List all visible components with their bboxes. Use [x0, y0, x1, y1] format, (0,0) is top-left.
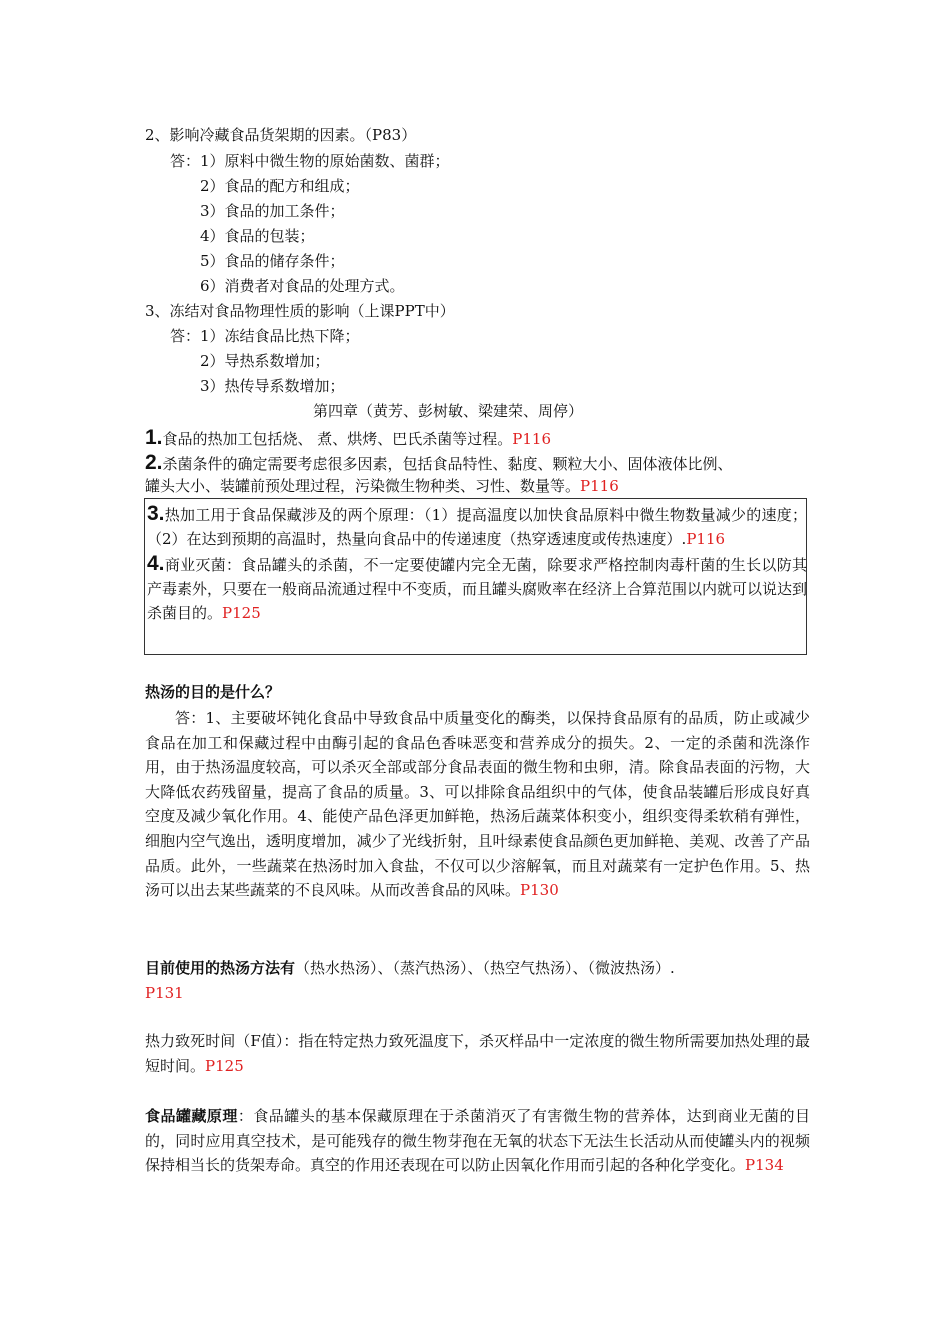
sec2-item: 6）消费者对食品的处理方式。 — [200, 277, 405, 295]
methods-title: 目前使用的热汤方法有 — [145, 959, 296, 977]
sec2-item: 4）食品的包装； — [200, 227, 315, 245]
chapter4-q2-line1 — [145, 451, 733, 476]
q4-number: 4. — [147, 551, 165, 575]
blanching-answer — [145, 706, 810, 903]
q2-text-1: 杀菌条件的确定需要考虑很多因素，包括食品特性、黏度、颗粒大小、固体液体比例、 — [162, 455, 733, 473]
highlight-box-content — [147, 502, 807, 625]
sec3-answer-line-1 — [170, 324, 360, 348]
sec3-title: 3、冻结对食品物理性质的影响（上课PPT中） — [145, 302, 455, 320]
canning-body: ：食品罐头的基本保藏原理在于杀菌消灭了有害微生物的营养体，达到商业无菌的目的，同时应用真空技术，是可能残存的微生物芽孢在无氧的状态下无法生长活动从而使罐头内的视频保持相当长的货架寿命。真空的作用还表现在可以防止因氧化作用而引起的各种化学变化。 — [145, 1107, 810, 1175]
sec2-item: 2）食品的配方和组成； — [200, 177, 360, 195]
sec3-item: 2）导热系数增加； — [200, 352, 330, 370]
methods-paragraph — [145, 956, 810, 1005]
chapter4-q2-line2 — [145, 474, 619, 498]
chapter-heading: 第四章（黄芳、彭树敏、梁建荣、周停） — [313, 402, 584, 420]
chapter4-q3 — [147, 502, 807, 552]
sec2-answer-line-1 — [170, 149, 450, 173]
chapter4-q4 — [147, 552, 807, 626]
sec3-item: 1）冻结食品比热下降； — [200, 327, 360, 345]
blanching-page-ref: P130 — [520, 881, 559, 900]
q3-text: 热加工用于食品保藏涉及的两个原理：（1）提高温度以加快食品原料中微生物数量减少的速度；（2）在达到预期的高温时，热量向食品中的传递速度（热穿透速度或传热速度）. — [147, 506, 807, 549]
canning-paragraph — [145, 1104, 810, 1178]
sec2-item: 1）原料中微生物的原始菌数、菌群； — [200, 152, 450, 170]
canning-page-ref: P134 — [745, 1156, 784, 1175]
q4-page-ref: P125 — [222, 604, 261, 623]
sec2-answer-lead: 答： — [170, 152, 201, 170]
q2-text-2: 罐头大小、装罐前预处理过程，污染微生物种类、习性、数量等。 — [145, 477, 581, 495]
q1-number: 1. — [145, 426, 163, 449]
fvalue-page-ref: P125 — [205, 1056, 244, 1075]
sec2-item: 3）食品的加工条件； — [200, 202, 345, 220]
sec2-item: 5）食品的储存条件； — [200, 252, 345, 270]
q3-page-ref: P116 — [686, 530, 726, 549]
sec2-title: 2、影响冷藏食品货架期的因素。（P83） — [145, 126, 417, 144]
sec3-item: 3）热传导系数增加； — [200, 377, 345, 395]
canning-title: 食品罐藏原理 — [145, 1107, 238, 1125]
q3-number: 3. — [147, 502, 165, 525]
chapter4-q1 — [145, 426, 551, 451]
methods-page-ref: P131 — [145, 983, 184, 1002]
blanching-title: 热汤的目的是什么？ — [145, 683, 281, 701]
blanching-body: 答：1、主要破坏钝化食品中导致食品中质量变化的酶类，以保持食品原有的品质，防止或减少食品在加工和保藏过程中由酶引起的食品色香味恶变和营养成分的损失。2、一定的杀菌和洗涤作用，由于热汤温度较高，可以杀灭全部或部分食品表面的微生物和虫卵，清。除食品表面的污物，大大降低农药残留量，提高了食品的质量。3、可以排除食品组织中的气体，使食品装罐后形成良好真空度及减少氧化作用。4、能使产品色泽更加鲜艳，热汤后蔬菜体积变小，组织变得柔软稍有弹性，细胞内空气逸出，透明度增加，减少了光线折射，且叶绿素使食品颜色更加鲜艳、美观、改善了产品品质。此外，一些蔬菜在热汤时加入食盐，不仅可以少溶解氧，而且对蔬菜有一定护色作用。5、热汤可以出去某些蔬菜的不良风味。从而改善食品的风味。 — [145, 709, 810, 900]
q1-page-ref: P116 — [512, 430, 552, 448]
q2-number: 2. — [145, 451, 163, 474]
q2-page-ref: P116 — [580, 477, 619, 495]
q1-text: 食品的热加工包括烧、 煮、烘烤、巴氏杀菌等过程。 — [162, 430, 513, 448]
methods-body: （热水热汤）、（蒸汽热汤）、（热空气热汤）、（微波热汤）. — [295, 959, 675, 977]
sec3-answer-lead: 答： — [170, 327, 201, 345]
q4-text: 商业灭菌：食品罐头的杀菌，不一定要使罐内完全无菌，除要求严格控制肉毒杆菌的生长以防其产毒素外，只要在一般商品流通过程中不变质，而且罐头腐败率在经济上合算范围以内就可以说达到杀菌目的。 — [147, 555, 808, 623]
fvalue-body: 热力致死时间（F值）：指在特定热力致死温度下，杀灭样品中一定浓度的微生物所需要加热处理的最短时间。 — [145, 1032, 810, 1075]
fvalue-paragraph — [145, 1029, 810, 1078]
